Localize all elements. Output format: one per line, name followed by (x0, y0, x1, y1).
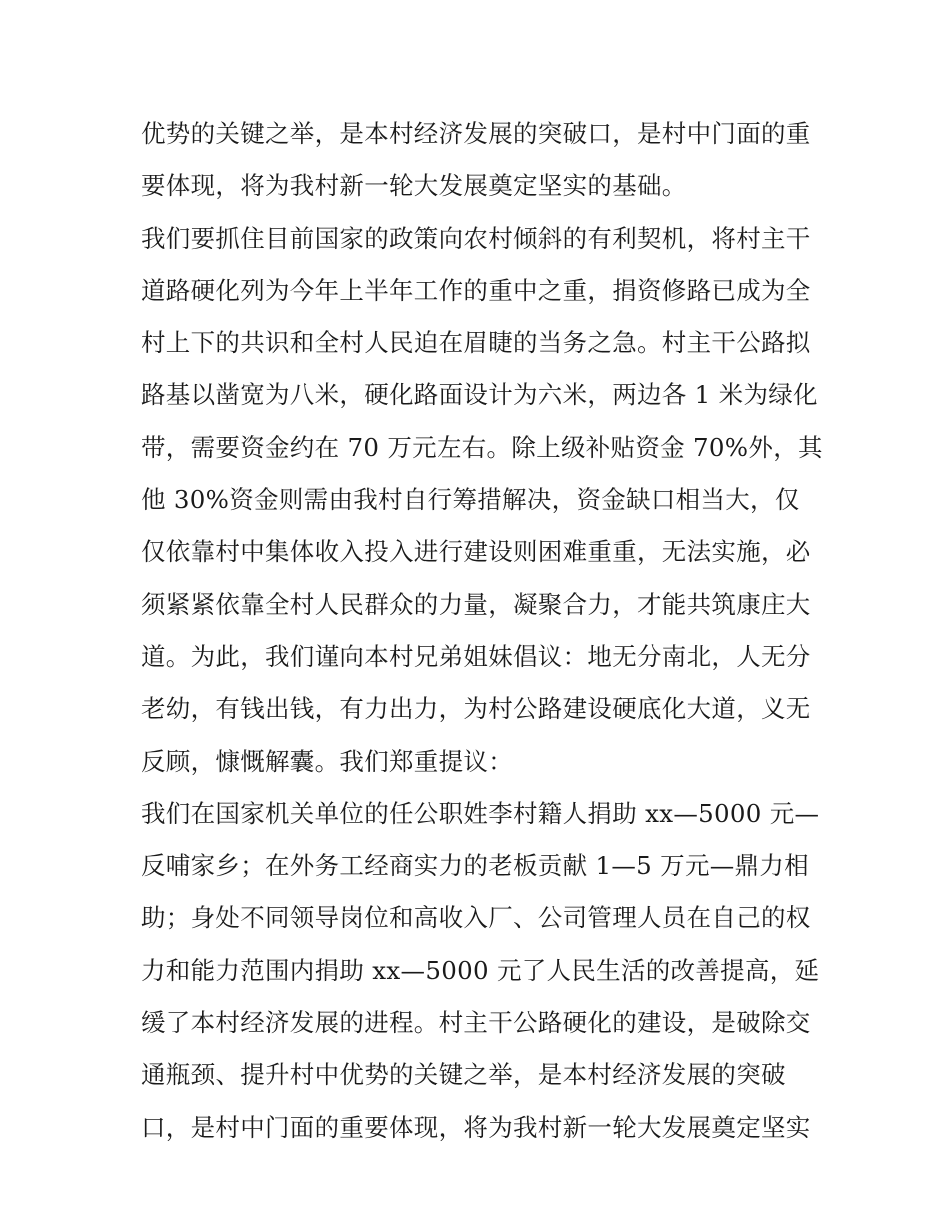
body-text (141, 108, 821, 1154)
text-line: 力和能力范围内捐助 xx—5000 元了人民生活的改善提高，延 (141, 955, 820, 985)
text-line: 反顾，慷慨解囊。我们郑重提议： (141, 746, 513, 776)
text-line: 带，需要资金约在 70 万元左右。除上级补贴资金 70%外，其 (141, 432, 823, 462)
text-line: 道。为此，我们谨向本村兄弟姐妹倡议：地无分南北，人无分 (141, 641, 811, 671)
text-line: 我们要抓住目前国家的政策向农村倾斜的有利契机，将村主干 (141, 223, 811, 253)
text-line: 须紧紧依靠全村人民群众的力量，凝聚合力，才能共筑康庄大 (141, 589, 811, 619)
text-line: 缓了本村经济发展的进程。村主干公路硬化的建设，是破除交 (141, 1008, 811, 1038)
text-line: 要体现，将为我村新一轮大发展奠定坚实的基础。 (141, 171, 687, 201)
text-line: 仅依靠村中集体收入投入进行建设则困难重重，无法实施，必 (141, 537, 811, 567)
text-line: 我们在国家机关单位的任公职姓李村籍人捐助 xx—5000 元— (141, 798, 820, 828)
text-line: 助；身处不同领导岗位和高收入厂、公司管理人员在自己的权 (141, 903, 811, 933)
text-line: 村上下的共识和全村人民迫在眉睫的当务之急。村主干公路拟 (141, 328, 811, 358)
text-line: 他 30%资金则需由我村自行筹措解决，资金缺口相当大，仅 (141, 485, 800, 515)
text-line: 通瓶颈、提升村中优势的关键之举，是本村经济发展的突破 (141, 1060, 786, 1090)
text-line: 口，是村中门面的重要体现，将为我村新一轮大发展奠定坚实 (141, 1112, 811, 1142)
text-line: 老幼，有钱出钱，有力出力，为村公路建设硬底化大道，义无 (141, 694, 811, 724)
text-line: 优势的关键之举，是本村经济发展的突破口，是村中门面的重 (141, 119, 811, 148)
text-line: 道路硬化列为今年上半年工作的重中之重，捐资修路已成为全 (141, 275, 811, 305)
text-line: 路基以凿宽为八米，硬化路面设计为六米，两边各 1 米为绿化 (141, 380, 818, 410)
text-line: 反哺家乡；在外务工经商实力的老板贡献 1—5 万元—鼎力相 (141, 851, 809, 881)
